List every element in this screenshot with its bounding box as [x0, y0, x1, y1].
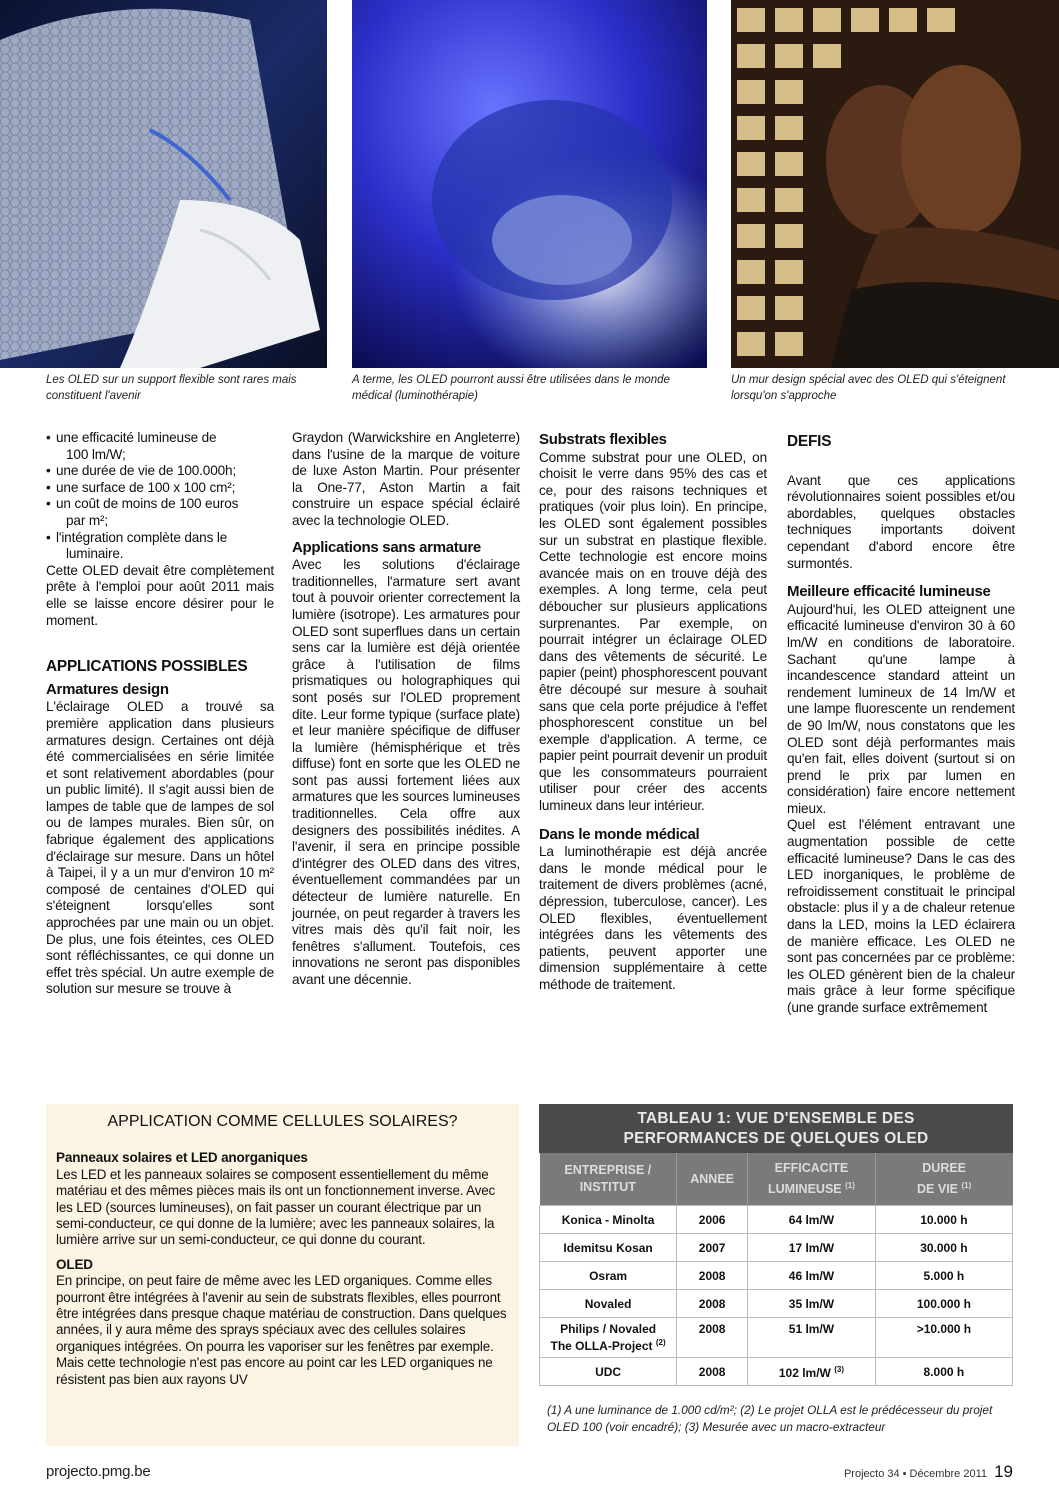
table-title: TABLEAU 1: VUE D'ENSEMBLE DES PERFORMANCES DE QUELQUES OLED [539, 1104, 1013, 1153]
list-item: • l'intégration complète dans le luminaire. [46, 530, 274, 563]
table-row: Konica - Minolta 2006 64 lm/W 10.000 h [540, 1206, 1013, 1234]
box-subheading: OLED [56, 1256, 93, 1272]
box-paragraph: En principe, on peut faire de même avec les LED organiques. Comme elles pourront être intégrées à l'avenir au sein de substrats flexibles, elles pourront être intégrées dans presque chaque matériau de construction. Dans quelques années, il y aura même des sprays spéciaux avec des cellules solaires organiques intégrées. On pourra les vaporiser sur les fenêtres par exemple. Mais cette technologie n'est pas encore au point car les LED organiques ne résistent pas bien aux rayons UV [56, 1273, 507, 1387]
table-row: Philips / Novaled The OLLA-Project $^{(2)}$ 2008 51 lm/W >10.000 h [540, 1318, 1013, 1358]
section-heading: APPLICATIONS POSSIBLES [46, 658, 248, 676]
paragraph: L'éclairage OLED a trouvé sa première application dans plusieurs armatures design. Certaines ont déjà été commercialisées en série limitée et sont relativement abordables (pour un public limité). Il s'agit aussi bien de lampes de table que de lampes de sol ou de lampes murales. Bien sûr, on fabrique également des applications d'éclairage sur mesure. Dans un hôtel à Taipei, il y a un mur d'environ 10 m² composé de centaines d'OLED qui s'éteignent lorsqu'elles sont approchées par une main ou un objet. De plus, une fois éteintes, ces OLED sont réfléchissantes, ce qui donne un effet très spécial. Un autre exemple de solution sur mesure se trouve à [46, 699, 274, 997]
subheading: Armatures design [46, 680, 169, 698]
table-row: Idemitsu Kosan 2007 17 lm/W 30.000 h [540, 1234, 1013, 1262]
box-subheading: Panneaux solaires et LED anorganiques [56, 1150, 308, 1166]
header-year: ANNEE [677, 1153, 748, 1206]
page-number: 19 [994, 1462, 1013, 1481]
box-paragraph: Les LED et les panneaux solaires se composent essentiellement du même matériau et des mêmes pièces mais ils ont un fonctionnement inverse. Avec les LED (sources lumineuses), on fait passer un courant électrique par un semi-conducteur, ce qui donne de la lumière; avec les panneaux solaires, la lumière arrive sur un semi-conducteur, ce qui donne du courant. [56, 1166, 496, 1248]
header-company: ENTREPRISE / INSTITUT [540, 1153, 677, 1206]
table-row: UDC 2008 102 lm/W $^{(3)}$ 8.000 h [540, 1358, 1013, 1386]
photo-caption-1: Les OLED sur un support flexible sont rares mais constituent l'avenir [46, 374, 297, 402]
column-2 [292, 430, 520, 989]
medical-oled-photo-icon [352, 0, 707, 368]
paragraph: Cette OLED devait être complètement prête à l'emploi pour août 2011 mais elle se laisse encore désirer pour le moment. [46, 562, 274, 628]
footer-issue: Projecto 34 • Décembre 2011 19 [843, 1462, 1013, 1481]
table-row: Novaled 2008 35 lm/W 100.000 h [540, 1290, 1013, 1318]
goals-list [46, 430, 274, 563]
header-lifetime: DUREE DE VIE $^{(1)}$ [875, 1153, 1012, 1206]
paragraph: Graydon (Warwickshire en Angleterre) dans l'usine de la marque de voiture de luxe Aston Martin. Pour présenter la One-77, Aston Martin a fait construire un espace spécial éclairé avec la technologie OLED. [292, 430, 520, 528]
paragraph: Avant que ces applications révolutionnaires soient possibles et/ou abordables, quelques obstacles techniques importants doivent cependant d'abord encore être surmontés. [787, 472, 1015, 571]
photo-medical-oled [352, 0, 707, 368]
box-title: APPLICATION COMME CELLULES SOLAIRES? [107, 1113, 458, 1130]
subheading: Dans le monde médical [539, 825, 700, 843]
photo-oled-wall [731, 0, 1059, 368]
subheading: Substrats flexibles [539, 431, 667, 448]
paragraph: Aujourd'hui, les OLED atteignent une efficacité lumineuse d'environ 30 à 60 lm/W en conditions de laboratoire. Sachant qu'une lampe à incandescence standard atteint un rendement lumineux de 14 lm/W et une lampe fluorescente un rendement de 90 lm/W, nous constatons que les OLED sont déjà performantes mais qu'en fait, elles doivent (surtout si on prend le prix par lumen en considération) faire encore nettement mieux. [787, 601, 1015, 816]
header-efficiency: EFFICACITE LUMINEUSE $^{(1)}$ [748, 1153, 876, 1206]
table-row: Osram 2008 46 lm/W 5.000 h [540, 1262, 1013, 1290]
paragraph: La luminothérapie est déjà ancrée dans le monde médical pour le traitement de divers problèmes (acné, dépression, tuberculose, cancer). Les OLED flexibles, éventuellement intégrées dans les vêtements des patients, peuvent apporter une dimension supplémentaire à cette méthode de traitement. [539, 844, 767, 992]
column-3 [539, 430, 767, 994]
table-footnote: (1) A une luminance de 1.000 cd/m²; (2) Le projet OLLA est le prédécesseur du projet OLED 100 (voir encadré); (3) Mesurée avec un macro-extracteur [547, 1403, 993, 1434]
table [539, 1153, 1013, 1386]
photo-caption-3: Un mur design spécial avec des OLED qui s'éteignent lorsqu'on s'approche [731, 374, 1006, 402]
photo-flexible-oled [0, 0, 327, 368]
list-item: • un coût de moins de 100 euros par m²; [46, 496, 274, 529]
footer-site: projecto.pmg.be [46, 1463, 151, 1480]
paragraph: Quel est l'élément entravant une augmentation possible de cette efficacité lumineuse? Dans le cas des LED inorganiques, le problème de refroidissement constituait le principal obstacle: plus il y a de chaleur retenue dans la LED, moins la LED éclairera de manière efficace. Les OLED ne sont pas concernées par ce problème: les OLED génèrent bien de la chaleur mais grâce à leur forme spécifique (une grande surface extrêmement [787, 817, 1015, 1015]
list-item: • une surface de 100 x 100 cm²; [46, 480, 274, 497]
subheading: Applications sans armature [292, 538, 481, 556]
paragraph: Comme substrat pour une OLED, on choisit le verre dans 95% des cas et ce, pour des raisons techniques et pratiques (voir plus loin). En principe, les OLED sont également possibles sur un substrat en plastique flexible. Cette technologie est encore moins avancée mais on en trouve déjà des exemples. A long terme, cela peut déboucher sur plusieurs applications surprenantes. Par exemple, on pourrait intégrer un éclairage OLED dans des vêtements de sécurité. Le papier (peint) phosphorescent pouvant être découpé sur mesure à souhait sans que cela porte préjudice à l'effet phosphorescent constitue un bel exemple d'application. A terme, ce papier peint pourrait devenir un produit que les consommateurs pourraient utiliser pour créer des accents lumineux dans leur intérieur. [539, 449, 767, 814]
column-4 [787, 430, 1015, 1017]
flexible-oled-photo-icon [0, 0, 327, 368]
oled-wall-photo-icon [731, 0, 1059, 368]
list-item: • une efficacité lumineuse de 100 lm/W; [46, 430, 274, 463]
oled-performance-table [539, 1104, 1013, 1386]
list-item: • une durée de vie de 100.000h; [46, 463, 274, 480]
table-header-row [540, 1153, 1013, 1206]
subheading: Meilleure efficacité lumineuse [787, 583, 991, 601]
photo-caption-2: A terme, les OLED pourront aussi être utilisées dans le monde médical (luminothérapie) [352, 374, 670, 402]
column-1 [46, 430, 274, 998]
section-heading: DEFIS [787, 433, 832, 450]
paragraph: Avec les solutions d'éclairage traditionnelles, l'armature sert avant tout à pouvoir orienter correctement la lumière (isotrope). Les armatures pour OLED sont superflues dans un certain sens car la lumière est déjà orientée grâce à l'utilisation de films prismatiques ou holographiques qui sont posés sur l'OLED proprement dite. Leur forme typique (surface plate) et leur manière spécifique de diffuser la lumière (hémisphérique et très diffuse) font en sorte que les OLED ne sont pas aussi fortement liées aux armatures que les sources lumineuses traditionnelles. Cela offre aux designers des possibilités inédites. A l'avenir, il sera en principe possible d'intégrer des OLED dans des vitres, éventuellement commandées par un détecteur de lumière naturelle. En journée, on peut regarder à travers les vitres mais dès qu'il fait noir, les fenêtres s'allument. Toutefois, ces innovations ne seront pas disponibles avant une décennie. [292, 557, 520, 987]
solar-cells-box [46, 1104, 519, 1446]
